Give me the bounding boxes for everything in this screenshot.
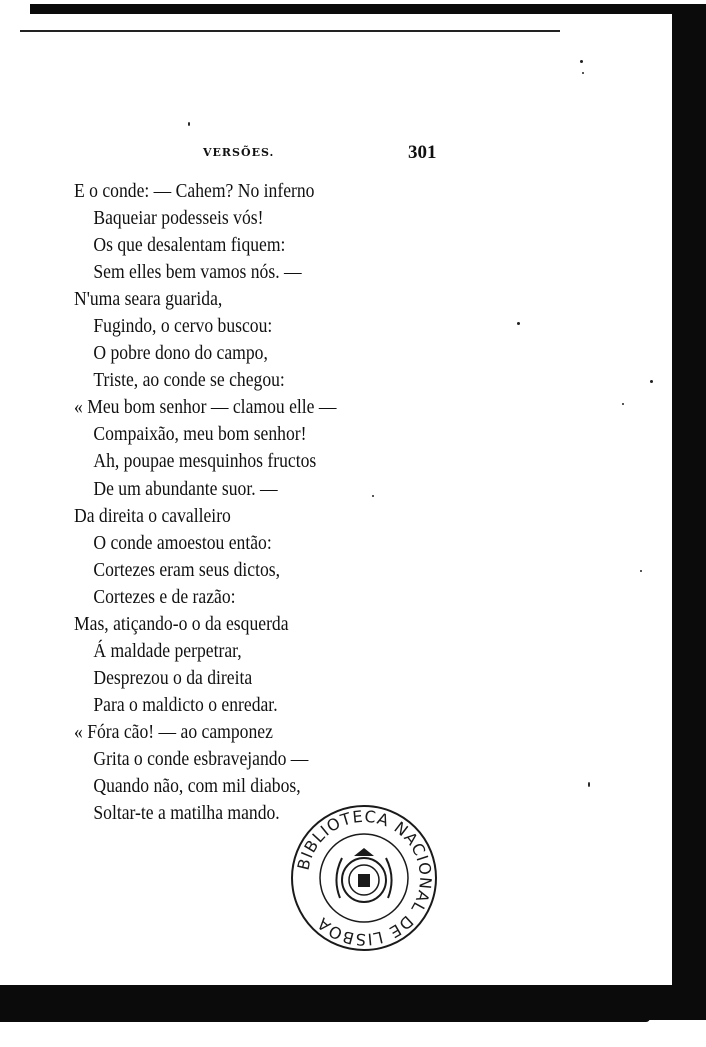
poem-line: Ah, poupae mesquinhos fructos — [93, 450, 317, 473]
scan-speck — [622, 403, 624, 405]
scan-border-bottom-edge — [0, 1016, 650, 1022]
poem-line: Sem elles bem vamos nós. — — [93, 261, 302, 284]
scan-border-right — [672, 4, 706, 1047]
poem-line: Compaixão, meu bom senhor! — [93, 423, 307, 446]
poem-line: O pobre dono do campo, — [93, 342, 268, 365]
page-number: 301 — [408, 142, 437, 163]
poem-line: Da direita o cavalleiro — [74, 504, 231, 527]
poem-line: Quando não, com mil diabos, — [93, 775, 301, 798]
stamp-arc-text: BIBLIOTECA NACIONAL DE LISBOA — [293, 806, 436, 950]
poem-line: Desprezou o da direita — [93, 666, 253, 689]
library-stamp — [288, 802, 440, 954]
poem-line: « Meu bom senhor — clamou elle — — [74, 396, 337, 419]
scan-border-rule — [20, 30, 560, 32]
poem-line: « Fóra cão! — ao camponez — [74, 720, 273, 743]
poem-line: Soltar-te a matilha mando. — [93, 802, 280, 825]
poem-line: Triste, ao conde se chegou: — [93, 369, 285, 392]
poem-line: Fugindo, o cervo buscou: — [93, 315, 273, 338]
poem-line: Á maldade perpetrar, — [93, 639, 242, 662]
poem-line: Mas, atiçando-o o da esquerda — [74, 612, 289, 635]
coat-of-arms-icon — [336, 848, 391, 902]
poem-line: Grita o conde esbravejando — — [93, 747, 309, 770]
scan-speck — [580, 60, 583, 63]
running-head: VERSÕES. — [203, 146, 275, 159]
poem-line: Baqueiar podesseis vós! — [93, 207, 264, 230]
scan-speck — [640, 570, 642, 572]
poem-text — [74, 178, 426, 827]
poem-line: E o conde: — Cahem? No inferno — [74, 180, 315, 202]
poem-line: De um abundante suor. — — [93, 477, 278, 500]
scan-speck — [517, 322, 520, 325]
poem-line: Cortezes e de razão: — [93, 585, 236, 608]
poem-line: Os que desalentam fiquem: — [93, 234, 286, 257]
poem-line: Para o maldicto o enredar. — [93, 693, 278, 716]
poem-line: Cortezes eram seus dictos, — [93, 558, 281, 581]
scan-speck — [188, 122, 190, 126]
scan-border-top-edge — [30, 4, 706, 14]
scan-speck — [588, 782, 590, 787]
scan-border-bottom-strip — [0, 1020, 706, 1047]
poem-line: N'uma seara guarida, — [74, 288, 223, 311]
scan-speck — [582, 72, 584, 74]
poem-line: O conde amoestou então: — [93, 531, 272, 554]
scan-speck — [650, 380, 653, 383]
